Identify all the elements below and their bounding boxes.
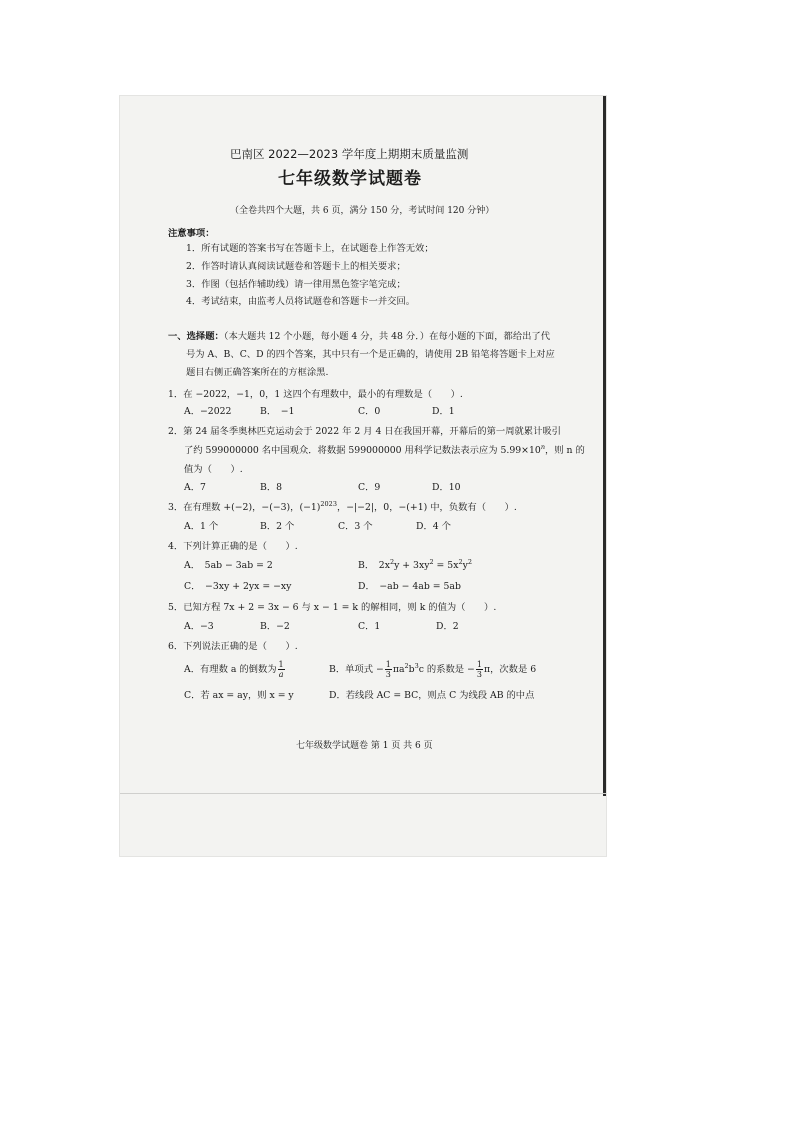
question-4-option-b: B． $2x^2y + 3xy^2 = 5x^2y^2$ xyxy=(358,558,472,571)
notice-item-2: 2．作答时请认真阅读试题卷和答题卡上的相关要求； xyxy=(186,261,406,272)
question-3-option-a: A．1 个 xyxy=(184,521,219,532)
question-1-option-a: A．−2022 xyxy=(184,406,232,417)
notice-heading: 注意事项： xyxy=(168,228,215,239)
notice-item-4: 4．考试结束，由监考人员将试题卷和答题卡一并交回。 xyxy=(186,296,416,307)
question-5-option-a: A．−3 xyxy=(184,621,214,632)
scan-edge-shadow xyxy=(603,96,606,796)
exam-subtitle: （全卷共四个大题，共 6 页，满分 150 分，考试时间 120 分钟） xyxy=(230,206,495,216)
question-2-option-d: D．10 xyxy=(432,482,461,493)
question-5-stem: 5．已知方程 7x + 2 = 3x − 6 与 x − 1 = k 的解相同，则 k 的值为（ ）. xyxy=(168,602,497,613)
notice-item-1: 1．所有试题的答案书写在答题卡上，在试题卷上作答无效； xyxy=(186,243,434,254)
question-4-option-d: D． −ab − 4ab = 5ab xyxy=(358,581,461,592)
page-footer: 七年级数学试题卷 第 1 页 共 6 页 xyxy=(296,741,433,751)
section1-intro-line3: 题目右侧正确答案所在的方框涂黑. xyxy=(186,367,329,378)
question-2-option-a: A．7 xyxy=(184,482,206,493)
question-5-option-b: B．−2 xyxy=(260,621,290,632)
question-2-line2: 了约 599000000 名中国观众．将数据 599000000 用科学记数法表示应为 $5.99\times 10^n$，则 n 的 xyxy=(184,443,585,456)
question-1-option-c: C．0 xyxy=(358,406,381,417)
section1-label: 一、选择题： xyxy=(168,331,224,342)
question-6-stem: 6．下列说法正确的是（ ）. xyxy=(168,641,298,652)
question-1-option-d: D．1 xyxy=(432,406,455,417)
question-2-line3: 值为（ ）. xyxy=(184,464,243,475)
section1-intro-line2: 号为 A、B、C、D 的四个答案，其中只有一个是正确的，请使用 2B 铅笔将答题卡上对应 xyxy=(186,349,555,360)
question-4-stem: 4．下列计算正确的是（ ）. xyxy=(168,541,298,552)
question-6-option-d: D．若线段 AC = BC，则点 C 为线段 AB 的中点 xyxy=(329,690,535,701)
section1-intro-line1: 一、选择题：（本大题共 12 个小题，每小题 4 分，共 48 分．）在每小题的下面，都给出了代 xyxy=(168,331,551,342)
question-4-option-a: A． 5ab − 3ab = 2 xyxy=(184,560,273,571)
question-5-option-c: C．1 xyxy=(358,621,381,632)
question-4-option-c: C． −3xy + 2yx = −xy xyxy=(184,581,292,592)
exam-title-line1: 巴南区 2022—2023 学年度上期期末质量监测 xyxy=(230,147,469,161)
question-3-option-b: B．2 个 xyxy=(260,521,295,532)
question-1-option-b: B． −1 xyxy=(260,406,295,417)
exam-title-line2: 七年级数学试题卷 xyxy=(278,169,422,189)
question-6-option-b: B．单项式 − $\frac{1}{3}$ $\pi a^2b^3c$ 的系数是 − $\frac{1}{3}$ π，次数是 6 xyxy=(329,660,537,679)
question-2-option-c: C．9 xyxy=(358,482,381,493)
scan-bottom-edge xyxy=(120,793,606,794)
question-2-option-b: B．8 xyxy=(260,482,283,493)
notice-item-3: 3．作图（包括作辅助线）请一律用黑色签字笔完成； xyxy=(186,279,406,290)
question-5-option-d: D．2 xyxy=(436,621,459,632)
question-3-option-d: D．4 个 xyxy=(416,521,451,532)
question-1-stem: 1．在 −2022，−1，0，1 这四个有理数中，最小的有理数是（ ）. xyxy=(168,389,463,400)
question-2-line1: 2．第 24 届冬季奥林匹克运动会于 2022 年 2 月 4 日在我国开幕，开幕后的第一周就累计吸引 xyxy=(168,426,561,437)
question-3-stem: 3．在有理数 +(−2)，−(−3)，$(-1)^{2023}$，−|−2|，0，−(+1) 中，负数有（ ）. xyxy=(168,500,517,513)
question-3-option-c: C．3 个 xyxy=(338,521,373,532)
question-6-option-a: A．有理数 a 的倒数为 $\frac{1}{a}$ xyxy=(184,660,284,679)
question-6-option-c: C．若 ax = ay，则 x = y xyxy=(184,690,294,701)
